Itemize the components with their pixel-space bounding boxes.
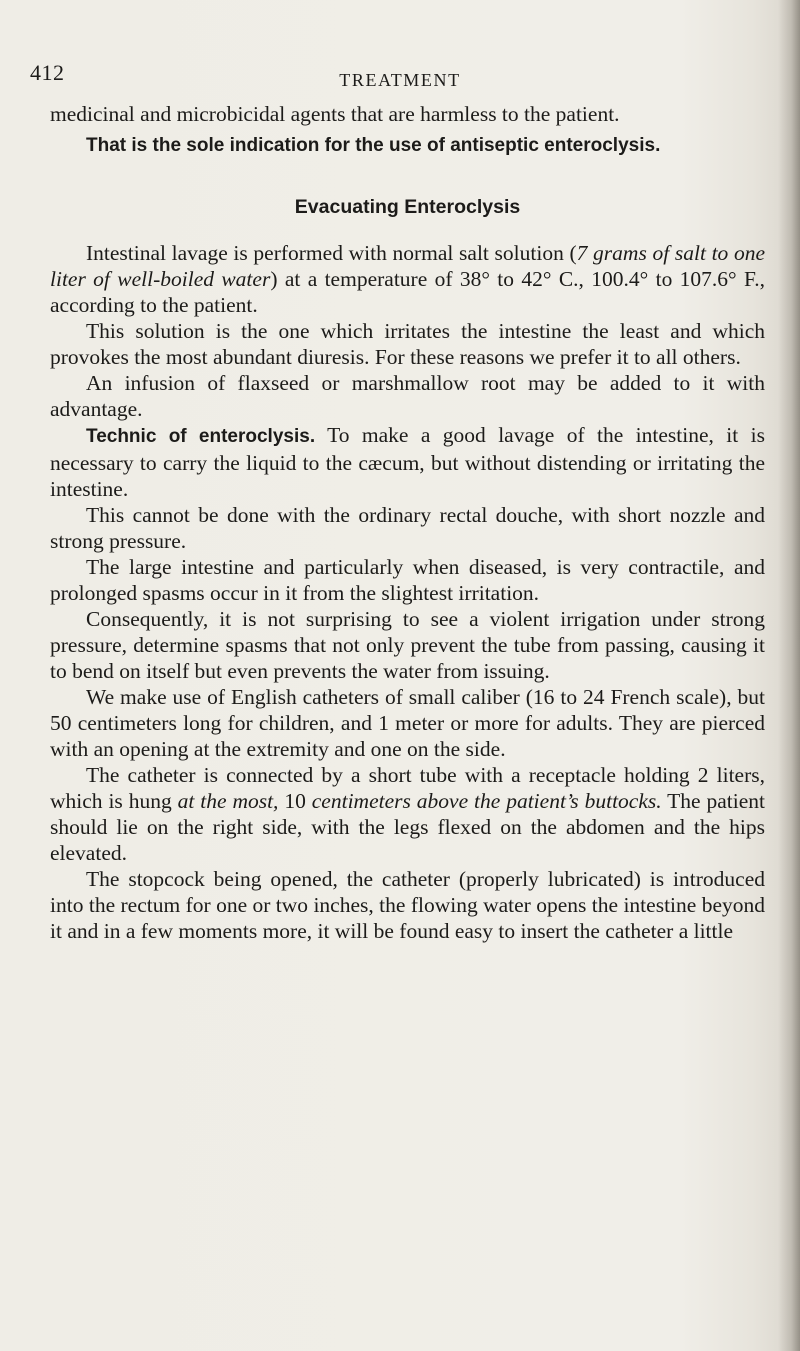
paragraph-catheters: We make use of English catheters of small caliber (16 to 24 French scale), but 50 centimeters long for children, and 1 meter or more for adults. They are pierced with an opening at the extremity and one on the side. (50, 685, 765, 761)
paragraph-lavage-start: Intestinal lavage is performed with normal salt solution ( (86, 241, 577, 265)
receptacle-start: The catheter is connected by a short tube with a receptacle holding 2 liters, which is hung (50, 763, 765, 813)
paragraph-large-intestine: The large intestine and particularly when diseased, is very contractile, and prolonged spasms occur in it from the slightest irritation. (50, 555, 765, 605)
paragraph-lavage-end: ) at a temperature of 38° to 42° C., 100.4° to 107.6° F., according to the patient. (50, 267, 765, 317)
section-title: Evacuating Enteroclysis (294, 196, 521, 218)
page-number: 412 (30, 60, 65, 85)
paragraph-consequently: Consequently, it is not surprising to see a violent irrigation under strong pressure, determine spasms that not only prevent the tube from passing, causing it to bend on itself but even prevents the water from issuing. (50, 607, 765, 683)
page-edge-shadow (778, 0, 800, 1351)
paragraph-solution: This solution is the one which irritates the intestine the least and which provokes the most abundant diuresis. For these reasons we prefer it to all others. (50, 319, 765, 369)
receptacle-italic-1: at the most, (177, 789, 279, 813)
paragraph-douche: This cannot be done with the ordinary rectal douche, with short nozzle and strong pressure. (50, 503, 765, 553)
page-header (0, 58, 800, 92)
paragraph-lavage-italic: 7 grams of salt to one liter of well-boiled water (50, 241, 765, 291)
sole-indication: That is the sole indication for the use of antiseptic enteroclysis. (86, 135, 661, 156)
page-body (50, 101, 765, 944)
paragraph-stopcock: The stopcock being opened, the catheter (properly lubricated) is introduced into the rectum for one or two inches, the flowing water opens the intestine beyond it and in a few moments more, it will be found easy to insert the catheter a little (50, 867, 765, 943)
technic-text: To make a good lavage of the intestine, it is necessary to carry the liquid to the cæcum, but without distending or irritating the intestine. (50, 423, 765, 501)
paragraph-lavage (50, 240, 765, 318)
receptacle-end: The patient should lie on the right side, with the legs flexed on the abdomen and the hips elevated. (50, 789, 765, 865)
paragraph-flaxseed: An infusion of flaxseed or marshmallow root may be added to it with advantage. (50, 371, 765, 421)
technic-label: Technic of enteroclysis. (86, 426, 316, 447)
receptacle-mid: 10 (278, 789, 312, 813)
top-paragraph: medicinal and microbicidal agents that are harmless to the patient. (50, 102, 620, 126)
paragraph-technic (50, 422, 765, 502)
running-head: TREATMENT (339, 70, 461, 90)
receptacle-italic-2: centimeters above the patient’s buttocks. (311, 789, 662, 813)
paragraph-receptacle (50, 762, 765, 866)
